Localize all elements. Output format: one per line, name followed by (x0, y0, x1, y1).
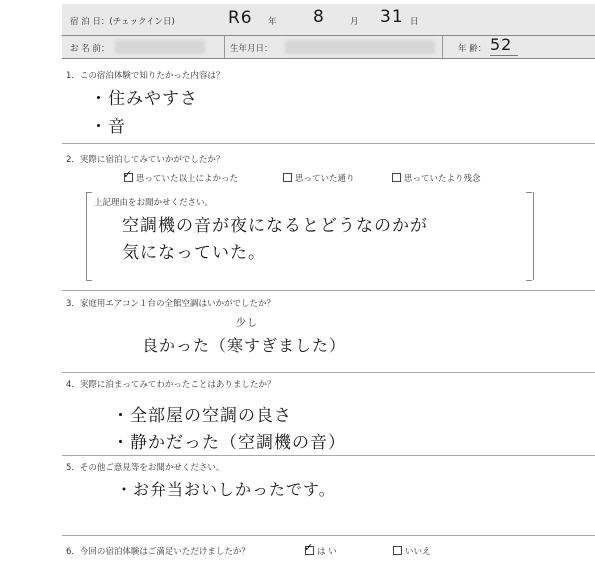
bracket-corner (526, 280, 532, 281)
q1-answer: ・音 (90, 117, 126, 137)
q3-answer: 良かった（寒すぎました） (142, 336, 347, 355)
q2-option (392, 172, 481, 184)
era-value: R6 (228, 8, 253, 28)
day-unit: 日 (410, 17, 419, 27)
name-label: お 名 前： (70, 44, 110, 54)
q3-note: 少し (236, 318, 258, 329)
checkbox-icon[interactable] (393, 546, 402, 555)
month-unit: 月 (350, 17, 359, 27)
bracket-corner (86, 192, 92, 193)
q6-option-label: いいえ (405, 547, 431, 557)
bracket-corner (526, 192, 532, 193)
reason-text: 気になっていた。 (122, 243, 266, 263)
age-underline (490, 55, 518, 56)
bracket-corner (86, 280, 92, 281)
check-mark-icon: ✓ (123, 168, 134, 181)
year-unit: 年 (268, 17, 277, 27)
section-divider (62, 535, 595, 536)
check-mark-icon: ✓ (304, 541, 315, 554)
q2-option (123, 168, 239, 184)
q4-answer: ・静かだった（空調機の音） (112, 433, 346, 453)
q2-option-label: 思っていた以上によかった (136, 174, 239, 184)
section-divider (62, 143, 595, 144)
checkbox-icon[interactable] (392, 173, 401, 182)
q5-label: 5．その他ご意見等をお聞かせください。 (66, 463, 225, 473)
q2-option (283, 172, 355, 184)
q1-answer: ・住みやすさ (90, 89, 198, 109)
reason-text: 空調機の音が夜になるとどうなのかが (122, 216, 428, 236)
q3-label: 3．家庭用エアコン１台の全館空調はいかがでしたか？ (66, 299, 275, 309)
age-label: 年 齢： (458, 44, 487, 54)
redacted-name (115, 40, 205, 54)
day-value: 31 (380, 7, 404, 27)
date-label: 宿 泊 日：(チェックイン日) (70, 17, 175, 27)
section-divider (62, 372, 595, 373)
q6-label: 6．今回の宿泊体験はご満足いただけましたか？ (66, 547, 250, 557)
q5-answer: ・お弁当おいしかったです。 (116, 480, 336, 499)
month-value: 8 (313, 7, 325, 27)
section-divider (62, 455, 595, 456)
q2-option-label: 思っていた通り (295, 174, 355, 184)
q4-label: 4．実際に泊まってみてわかったことはありましたか？ (66, 380, 276, 390)
section-divider (62, 290, 595, 291)
q6-option-label: は い (317, 547, 337, 557)
q1-label: 1．この宿泊体験で知りたかった内容は？ (66, 71, 225, 81)
header-bottom-border (62, 58, 595, 59)
reason-label: 上記理由をお聞かせください。 (94, 198, 214, 208)
q2-option-label: 思っていたより残念 (404, 174, 481, 184)
q6-option (393, 545, 431, 557)
q6-option (304, 541, 337, 557)
redacted-birthdate (285, 40, 435, 54)
checkbox-icon[interactable] (283, 173, 292, 182)
header-separator (224, 36, 225, 58)
q4-answer: ・全部屋の空調の良さ (112, 406, 292, 426)
age-value: 52 (490, 35, 513, 54)
birth-label: 生年月日： (230, 44, 273, 54)
q2-label: 2．実際に宿泊してみていかがでしたか？ (66, 155, 225, 165)
header-separator (442, 36, 443, 58)
